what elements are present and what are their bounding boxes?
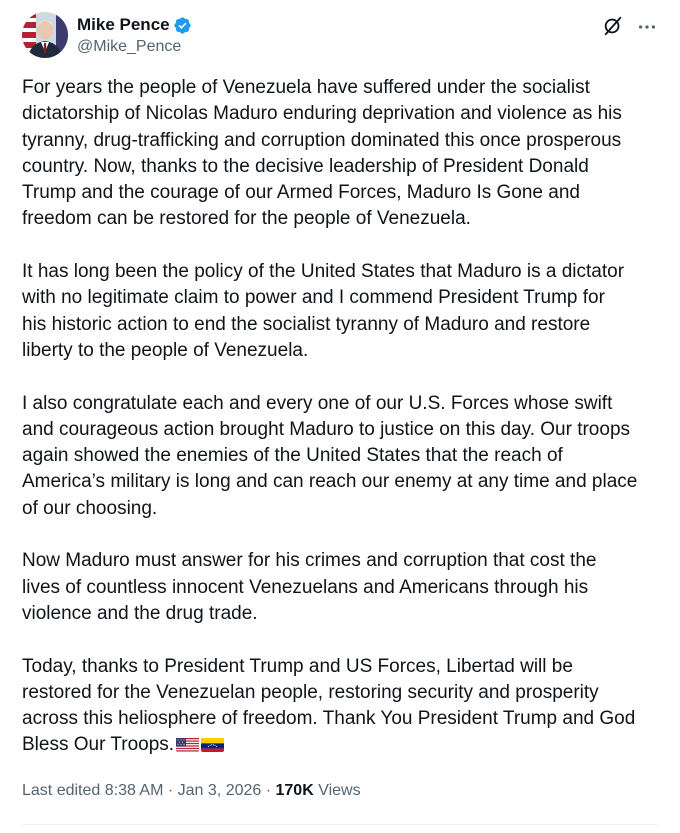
author-block — [77, 14, 192, 58]
post-paragraph: Now Maduro must answer for his crimes and corruption that cost the lives of countless innocent Venezuelans and Americans through his violence and the drug trade. — [22, 550, 597, 624]
divider — [22, 824, 658, 825]
post-paragraph-last — [22, 654, 662, 759]
avatar-image — [22, 12, 68, 58]
post-paragraph-text: Today, thanks to President Trump and US Forces, Libertad will be restored for the Venezuelan people, restoring security and prosperity across this heliosphere of freedom. Thank You President Trump and God Bless Our Troops. — [22, 655, 636, 756]
more-options-icon[interactable] — [636, 16, 658, 38]
edited-label[interactable]: Last edited 8:38 AM — [22, 782, 164, 799]
us-flag-icon — [176, 736, 199, 752]
avatar[interactable] — [22, 12, 68, 58]
post-paragraph: For years the people of Venezuela have suffered under the socialist dictatorship of Nicolas Maduro enduring deprivation and violence as his tyranny, drug-trafficking and corruption dominated this once prosperous country. Now, thanks to the decisive leadership of President Donald Trump and the courage of our Armed Forces, Maduro Is Gone and freedom can be restored for the people of Venezuela. — [22, 77, 622, 230]
post-date[interactable]: Jan 3, 2026 — [177, 782, 262, 799]
meta-separator: · — [261, 782, 276, 799]
post-header — [22, 12, 658, 60]
post-paragraph: I also congratulate each and every one of our U.S. Forces whose swift and courageous action brought Maduro to justice on this day. Our troops again showed the enemies of the United States that the reach of America’s military is long and can reach our enemy at any time and place of our choosing. — [22, 392, 638, 519]
grok-icon[interactable] — [602, 15, 624, 37]
post-meta — [22, 779, 361, 803]
venezuela-flag-icon — [201, 736, 224, 752]
views-label: Views — [313, 782, 361, 799]
verified-badge-icon — [173, 16, 192, 35]
views-count[interactable]: 170K — [275, 782, 314, 799]
author-name[interactable]: Mike Pence — [77, 15, 170, 34]
author-handle[interactable]: @Mike_Pence — [77, 38, 182, 55]
meta-separator: · — [163, 782, 178, 799]
post-paragraph: It has long been the policy of the United States that Maduro is a dictator with no legitimate claim to power and I commend President Trump for his historic action to end the socialist tyranny of Maduro and restore liberty to the people of Venezuela. — [22, 261, 625, 361]
post-text — [22, 75, 662, 759]
